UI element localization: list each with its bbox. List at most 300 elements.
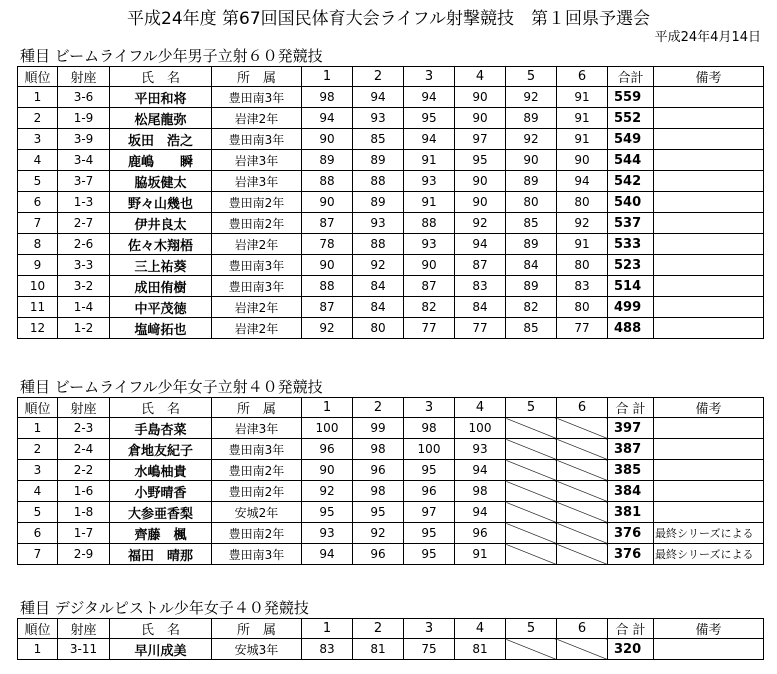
section-title-girls: 種目 ビームライフル少年女子立射４０発競技 bbox=[20, 378, 323, 396]
lane-cell: 1-4 bbox=[58, 297, 110, 318]
total-cell: 320 bbox=[608, 639, 654, 660]
name-cell: 松尾龍弥 bbox=[110, 108, 212, 129]
score-cell: 91 bbox=[404, 150, 455, 171]
table-row bbox=[18, 502, 764, 523]
score-cell: 82 bbox=[506, 297, 557, 318]
note-cell bbox=[654, 481, 764, 502]
rank-cell: 5 bbox=[18, 502, 58, 523]
column-header: 射座 bbox=[58, 67, 110, 87]
column-header: 5 bbox=[506, 67, 557, 87]
team-cell: 豊田南3年 bbox=[212, 544, 302, 565]
score-cell: 95 bbox=[353, 502, 404, 523]
team-cell: 豊田南3年 bbox=[212, 255, 302, 276]
column-header: 3 bbox=[404, 67, 455, 87]
note-cell bbox=[654, 108, 764, 129]
total-cell: 552 bbox=[608, 108, 654, 129]
table-row bbox=[18, 418, 764, 439]
score-cell: 100 bbox=[455, 418, 506, 439]
note-cell bbox=[654, 129, 764, 150]
team-cell: 豊田南2年 bbox=[212, 192, 302, 213]
score-cell: 90 bbox=[302, 460, 353, 481]
empty-score-cell bbox=[557, 523, 608, 544]
rank-cell: 1 bbox=[18, 418, 58, 439]
name-cell: 野々山幾也 bbox=[110, 192, 212, 213]
score-cell: 83 bbox=[557, 276, 608, 297]
total-cell: 384 bbox=[608, 481, 654, 502]
lane-cell: 2-6 bbox=[58, 234, 110, 255]
rank-cell: 10 bbox=[18, 276, 58, 297]
column-header: 順位 bbox=[18, 67, 58, 87]
name-cell: 佐々木翔梧 bbox=[110, 234, 212, 255]
score-cell: 93 bbox=[404, 234, 455, 255]
rank-cell: 4 bbox=[18, 481, 58, 502]
score-cell: 84 bbox=[353, 276, 404, 297]
score-cell: 89 bbox=[506, 276, 557, 297]
lane-cell: 3-6 bbox=[58, 87, 110, 108]
lane-cell: 3-3 bbox=[58, 255, 110, 276]
rank-cell: 4 bbox=[18, 150, 58, 171]
table-row bbox=[18, 481, 764, 502]
table-row bbox=[18, 439, 764, 460]
total-cell: 544 bbox=[608, 150, 654, 171]
name-cell: 福田 晴那 bbox=[110, 544, 212, 565]
score-cell: 92 bbox=[557, 213, 608, 234]
score-cell: 94 bbox=[353, 87, 404, 108]
column-header: 4 bbox=[455, 67, 506, 87]
empty-score-cell bbox=[557, 460, 608, 481]
lane-cell: 2-3 bbox=[58, 418, 110, 439]
rank-cell: 3 bbox=[18, 129, 58, 150]
team-cell: 豊田南2年 bbox=[212, 460, 302, 481]
score-cell: 97 bbox=[455, 129, 506, 150]
table-row bbox=[18, 108, 764, 129]
total-cell: 499 bbox=[608, 297, 654, 318]
table-row bbox=[18, 276, 764, 297]
name-cell: 齊藤 楓 bbox=[110, 523, 212, 544]
rank-cell: 7 bbox=[18, 544, 58, 565]
column-header: 氏 名 bbox=[110, 398, 212, 418]
score-cell: 92 bbox=[302, 318, 353, 339]
score-cell: 90 bbox=[302, 129, 353, 150]
table-row bbox=[18, 297, 764, 318]
score-cell: 85 bbox=[506, 213, 557, 234]
empty-score-cell bbox=[506, 502, 557, 523]
name-cell: 鹿嶋 瞬 bbox=[110, 150, 212, 171]
note-cell bbox=[654, 234, 764, 255]
name-cell: 三上祐葵 bbox=[110, 255, 212, 276]
rank-cell: 11 bbox=[18, 297, 58, 318]
team-cell: 豊田南3年 bbox=[212, 439, 302, 460]
team-cell: 安城3年 bbox=[212, 639, 302, 660]
score-cell: 87 bbox=[302, 297, 353, 318]
score-cell: 95 bbox=[404, 108, 455, 129]
name-cell: 中平茂徳 bbox=[110, 297, 212, 318]
score-cell: 90 bbox=[455, 87, 506, 108]
empty-score-cell bbox=[506, 639, 557, 660]
note-cell bbox=[654, 192, 764, 213]
empty-score-cell bbox=[506, 544, 557, 565]
table-row bbox=[18, 460, 764, 481]
score-cell: 96 bbox=[404, 481, 455, 502]
score-cell: 97 bbox=[404, 502, 455, 523]
table-row bbox=[18, 171, 764, 192]
total-cell: 537 bbox=[608, 213, 654, 234]
rank-cell: 7 bbox=[18, 213, 58, 234]
column-header: 氏 名 bbox=[110, 619, 212, 639]
score-cell: 77 bbox=[557, 318, 608, 339]
total-cell: 376 bbox=[608, 544, 654, 565]
score-cell: 88 bbox=[302, 276, 353, 297]
column-header: 射座 bbox=[58, 398, 110, 418]
team-cell: 岩津2年 bbox=[212, 297, 302, 318]
team-cell: 豊田南3年 bbox=[212, 129, 302, 150]
score-cell: 83 bbox=[455, 276, 506, 297]
score-cell: 88 bbox=[404, 213, 455, 234]
column-header: 5 bbox=[506, 619, 557, 639]
score-cell: 84 bbox=[506, 255, 557, 276]
lane-cell: 1-9 bbox=[58, 108, 110, 129]
header-row bbox=[18, 398, 764, 418]
empty-score-cell bbox=[557, 639, 608, 660]
score-cell: 89 bbox=[506, 108, 557, 129]
table-row bbox=[18, 150, 764, 171]
score-cell: 89 bbox=[506, 171, 557, 192]
empty-score-cell bbox=[557, 481, 608, 502]
score-cell: 98 bbox=[455, 481, 506, 502]
column-header: 5 bbox=[506, 398, 557, 418]
table-row bbox=[18, 523, 764, 544]
score-cell: 100 bbox=[302, 418, 353, 439]
score-cell: 87 bbox=[455, 255, 506, 276]
team-cell: 豊田南3年 bbox=[212, 87, 302, 108]
column-header: 2 bbox=[353, 398, 404, 418]
name-cell: 手島杏菜 bbox=[110, 418, 212, 439]
rank-cell: 1 bbox=[18, 639, 58, 660]
score-cell: 90 bbox=[404, 255, 455, 276]
empty-score-cell bbox=[557, 502, 608, 523]
name-cell: 水嶋柚貴 bbox=[110, 460, 212, 481]
score-cell: 87 bbox=[302, 213, 353, 234]
empty-score-cell bbox=[506, 439, 557, 460]
total-cell: 542 bbox=[608, 171, 654, 192]
team-cell: 岩津3年 bbox=[212, 150, 302, 171]
lane-cell: 3-11 bbox=[58, 639, 110, 660]
score-cell: 100 bbox=[404, 439, 455, 460]
score-cell: 85 bbox=[353, 129, 404, 150]
rank-cell: 3 bbox=[18, 460, 58, 481]
score-cell: 91 bbox=[404, 192, 455, 213]
column-header: 所 属 bbox=[212, 67, 302, 87]
note-cell bbox=[654, 318, 764, 339]
empty-score-cell bbox=[557, 544, 608, 565]
score-cell: 92 bbox=[353, 523, 404, 544]
score-cell: 92 bbox=[353, 255, 404, 276]
page-title: 平成24年度 第67回国民体育大会ライフル射撃競技 第１回県予選会 bbox=[127, 9, 650, 29]
score-cell: 95 bbox=[404, 544, 455, 565]
score-cell: 77 bbox=[455, 318, 506, 339]
score-cell: 90 bbox=[302, 255, 353, 276]
score-cell: 88 bbox=[353, 234, 404, 255]
column-header: 所 属 bbox=[212, 398, 302, 418]
note-cell bbox=[654, 502, 764, 523]
table-row bbox=[18, 192, 764, 213]
total-cell: 387 bbox=[608, 439, 654, 460]
score-cell: 90 bbox=[506, 150, 557, 171]
note-cell bbox=[654, 87, 764, 108]
score-cell: 94 bbox=[455, 234, 506, 255]
score-cell: 83 bbox=[302, 639, 353, 660]
column-header: 備考 bbox=[654, 619, 764, 639]
table-row bbox=[18, 213, 764, 234]
score-cell: 78 bbox=[302, 234, 353, 255]
score-cell: 96 bbox=[353, 544, 404, 565]
name-cell: 脇坂健太 bbox=[110, 171, 212, 192]
column-header: 1 bbox=[302, 67, 353, 87]
total-cell: 514 bbox=[608, 276, 654, 297]
score-cell: 80 bbox=[557, 192, 608, 213]
score-cell: 98 bbox=[353, 439, 404, 460]
score-cell: 88 bbox=[302, 171, 353, 192]
table-row bbox=[18, 87, 764, 108]
score-cell: 99 bbox=[353, 418, 404, 439]
table-row bbox=[18, 255, 764, 276]
score-cell: 81 bbox=[353, 639, 404, 660]
total-cell: 523 bbox=[608, 255, 654, 276]
score-cell: 85 bbox=[506, 318, 557, 339]
team-cell: 豊田南3年 bbox=[212, 276, 302, 297]
note-cell bbox=[654, 297, 764, 318]
score-cell: 91 bbox=[557, 87, 608, 108]
column-header: 所 属 bbox=[212, 619, 302, 639]
name-cell: 坂田 浩之 bbox=[110, 129, 212, 150]
name-cell: 小野晴香 bbox=[110, 481, 212, 502]
column-header: 順位 bbox=[18, 619, 58, 639]
column-header: 備考 bbox=[654, 67, 764, 87]
score-cell: 91 bbox=[557, 234, 608, 255]
empty-score-cell bbox=[506, 460, 557, 481]
score-cell: 90 bbox=[455, 171, 506, 192]
name-cell: 倉地友紀子 bbox=[110, 439, 212, 460]
rank-cell: 12 bbox=[18, 318, 58, 339]
note-cell bbox=[654, 460, 764, 481]
score-cell: 96 bbox=[302, 439, 353, 460]
column-header: 2 bbox=[353, 67, 404, 87]
event-date: 平成24年4月14日 bbox=[654, 30, 761, 45]
team-cell: 岩津2年 bbox=[212, 318, 302, 339]
column-header: 1 bbox=[302, 619, 353, 639]
note-cell bbox=[654, 255, 764, 276]
rank-cell: 9 bbox=[18, 255, 58, 276]
score-cell: 93 bbox=[353, 108, 404, 129]
column-header: 2 bbox=[353, 619, 404, 639]
score-cell: 88 bbox=[353, 171, 404, 192]
note-cell bbox=[654, 639, 764, 660]
column-header: 射座 bbox=[58, 619, 110, 639]
score-cell: 90 bbox=[557, 150, 608, 171]
note-cell bbox=[654, 439, 764, 460]
score-cell: 91 bbox=[557, 129, 608, 150]
score-cell: 95 bbox=[302, 502, 353, 523]
score-cell: 91 bbox=[455, 544, 506, 565]
column-header: 合 計 bbox=[608, 619, 654, 639]
column-header: 6 bbox=[557, 619, 608, 639]
score-cell: 89 bbox=[353, 192, 404, 213]
total-cell: 540 bbox=[608, 192, 654, 213]
score-cell: 77 bbox=[404, 318, 455, 339]
section-title-boys: 種目 ビームライフル少年男子立射６０発競技 bbox=[20, 47, 323, 65]
lane-cell: 3-2 bbox=[58, 276, 110, 297]
score-cell: 94 bbox=[404, 87, 455, 108]
rank-cell: 2 bbox=[18, 108, 58, 129]
lane-cell: 3-7 bbox=[58, 171, 110, 192]
lane-cell: 2-2 bbox=[58, 460, 110, 481]
score-cell: 96 bbox=[455, 523, 506, 544]
total-cell: 385 bbox=[608, 460, 654, 481]
column-header: 6 bbox=[557, 67, 608, 87]
rank-cell: 6 bbox=[18, 192, 58, 213]
score-cell: 89 bbox=[506, 234, 557, 255]
name-cell: 平田和将 bbox=[110, 87, 212, 108]
score-cell: 93 bbox=[455, 439, 506, 460]
lane-cell: 1-6 bbox=[58, 481, 110, 502]
total-cell: 559 bbox=[608, 87, 654, 108]
column-header: 1 bbox=[302, 398, 353, 418]
rank-cell: 5 bbox=[18, 171, 58, 192]
empty-score-cell bbox=[506, 481, 557, 502]
score-cell: 80 bbox=[557, 297, 608, 318]
results-table-pistol bbox=[17, 618, 764, 660]
rank-cell: 2 bbox=[18, 439, 58, 460]
name-cell: 伊井良太 bbox=[110, 213, 212, 234]
table-row bbox=[18, 544, 764, 565]
column-header: 3 bbox=[404, 619, 455, 639]
note-cell bbox=[654, 171, 764, 192]
total-cell: 381 bbox=[608, 502, 654, 523]
lane-cell: 2-9 bbox=[58, 544, 110, 565]
note-cell: 最終シリーズによる bbox=[654, 544, 764, 565]
column-header: 順位 bbox=[18, 398, 58, 418]
score-cell: 94 bbox=[404, 129, 455, 150]
rank-cell: 8 bbox=[18, 234, 58, 255]
score-cell: 84 bbox=[455, 297, 506, 318]
score-cell: 80 bbox=[353, 318, 404, 339]
score-cell: 98 bbox=[353, 481, 404, 502]
score-cell: 96 bbox=[353, 460, 404, 481]
score-cell: 84 bbox=[353, 297, 404, 318]
score-cell: 94 bbox=[455, 502, 506, 523]
score-cell: 94 bbox=[302, 544, 353, 565]
team-cell: 岩津3年 bbox=[212, 418, 302, 439]
total-cell: 533 bbox=[608, 234, 654, 255]
lane-cell: 1-3 bbox=[58, 192, 110, 213]
header-row bbox=[18, 67, 764, 87]
team-cell: 岩津3年 bbox=[212, 171, 302, 192]
score-cell: 91 bbox=[557, 108, 608, 129]
score-cell: 80 bbox=[557, 255, 608, 276]
score-cell: 89 bbox=[353, 150, 404, 171]
score-cell: 92 bbox=[455, 213, 506, 234]
empty-score-cell bbox=[506, 418, 557, 439]
team-cell: 安城2年 bbox=[212, 502, 302, 523]
lane-cell: 3-4 bbox=[58, 150, 110, 171]
table-row bbox=[18, 129, 764, 150]
score-cell: 93 bbox=[302, 523, 353, 544]
score-cell: 75 bbox=[404, 639, 455, 660]
score-cell: 93 bbox=[353, 213, 404, 234]
score-cell: 94 bbox=[455, 460, 506, 481]
total-cell: 376 bbox=[608, 523, 654, 544]
note-cell bbox=[654, 276, 764, 297]
score-cell: 80 bbox=[506, 192, 557, 213]
header-row bbox=[18, 619, 764, 639]
empty-score-cell bbox=[557, 439, 608, 460]
column-header: 備考 bbox=[654, 398, 764, 418]
total-cell: 549 bbox=[608, 129, 654, 150]
lane-cell: 2-4 bbox=[58, 439, 110, 460]
note-cell bbox=[654, 213, 764, 234]
table-row bbox=[18, 318, 764, 339]
column-header: 3 bbox=[404, 398, 455, 418]
lane-cell: 1-7 bbox=[58, 523, 110, 544]
column-header: 合 計 bbox=[608, 398, 654, 418]
score-cell: 89 bbox=[302, 150, 353, 171]
team-cell: 岩津2年 bbox=[212, 234, 302, 255]
score-cell: 92 bbox=[506, 87, 557, 108]
team-cell: 豊田南2年 bbox=[212, 481, 302, 502]
name-cell: 成田侑樹 bbox=[110, 276, 212, 297]
table-row bbox=[18, 639, 764, 660]
score-cell: 95 bbox=[404, 523, 455, 544]
score-cell: 90 bbox=[455, 108, 506, 129]
score-cell: 95 bbox=[455, 150, 506, 171]
column-header: 氏 名 bbox=[110, 67, 212, 87]
note-cell bbox=[654, 418, 764, 439]
name-cell: 早川成美 bbox=[110, 639, 212, 660]
name-cell: 大参亜香梨 bbox=[110, 502, 212, 523]
section-title-pistol: 種目 デジタルピストル少年女子４０発競技 bbox=[20, 599, 309, 617]
score-cell: 95 bbox=[404, 460, 455, 481]
lane-cell: 1-2 bbox=[58, 318, 110, 339]
note-cell bbox=[654, 150, 764, 171]
score-cell: 98 bbox=[302, 87, 353, 108]
table-row bbox=[18, 234, 764, 255]
total-cell: 488 bbox=[608, 318, 654, 339]
results-table-girls bbox=[17, 397, 764, 565]
empty-score-cell bbox=[557, 418, 608, 439]
score-cell: 94 bbox=[302, 108, 353, 129]
rank-cell: 6 bbox=[18, 523, 58, 544]
rank-cell: 1 bbox=[18, 87, 58, 108]
score-cell: 98 bbox=[404, 418, 455, 439]
score-cell: 93 bbox=[404, 171, 455, 192]
column-header: 6 bbox=[557, 398, 608, 418]
score-cell: 81 bbox=[455, 639, 506, 660]
note-cell: 最終シリーズによる bbox=[654, 523, 764, 544]
team-cell: 岩津2年 bbox=[212, 108, 302, 129]
total-cell: 397 bbox=[608, 418, 654, 439]
results-table-boys bbox=[17, 66, 764, 339]
score-cell: 94 bbox=[557, 171, 608, 192]
lane-cell: 3-9 bbox=[58, 129, 110, 150]
column-header: 合計 bbox=[608, 67, 654, 87]
score-cell: 90 bbox=[455, 192, 506, 213]
column-header: 4 bbox=[455, 398, 506, 418]
lane-cell: 1-8 bbox=[58, 502, 110, 523]
score-cell: 90 bbox=[302, 192, 353, 213]
name-cell: 塩﨑拓也 bbox=[110, 318, 212, 339]
lane-cell: 2-7 bbox=[58, 213, 110, 234]
score-cell: 92 bbox=[302, 481, 353, 502]
